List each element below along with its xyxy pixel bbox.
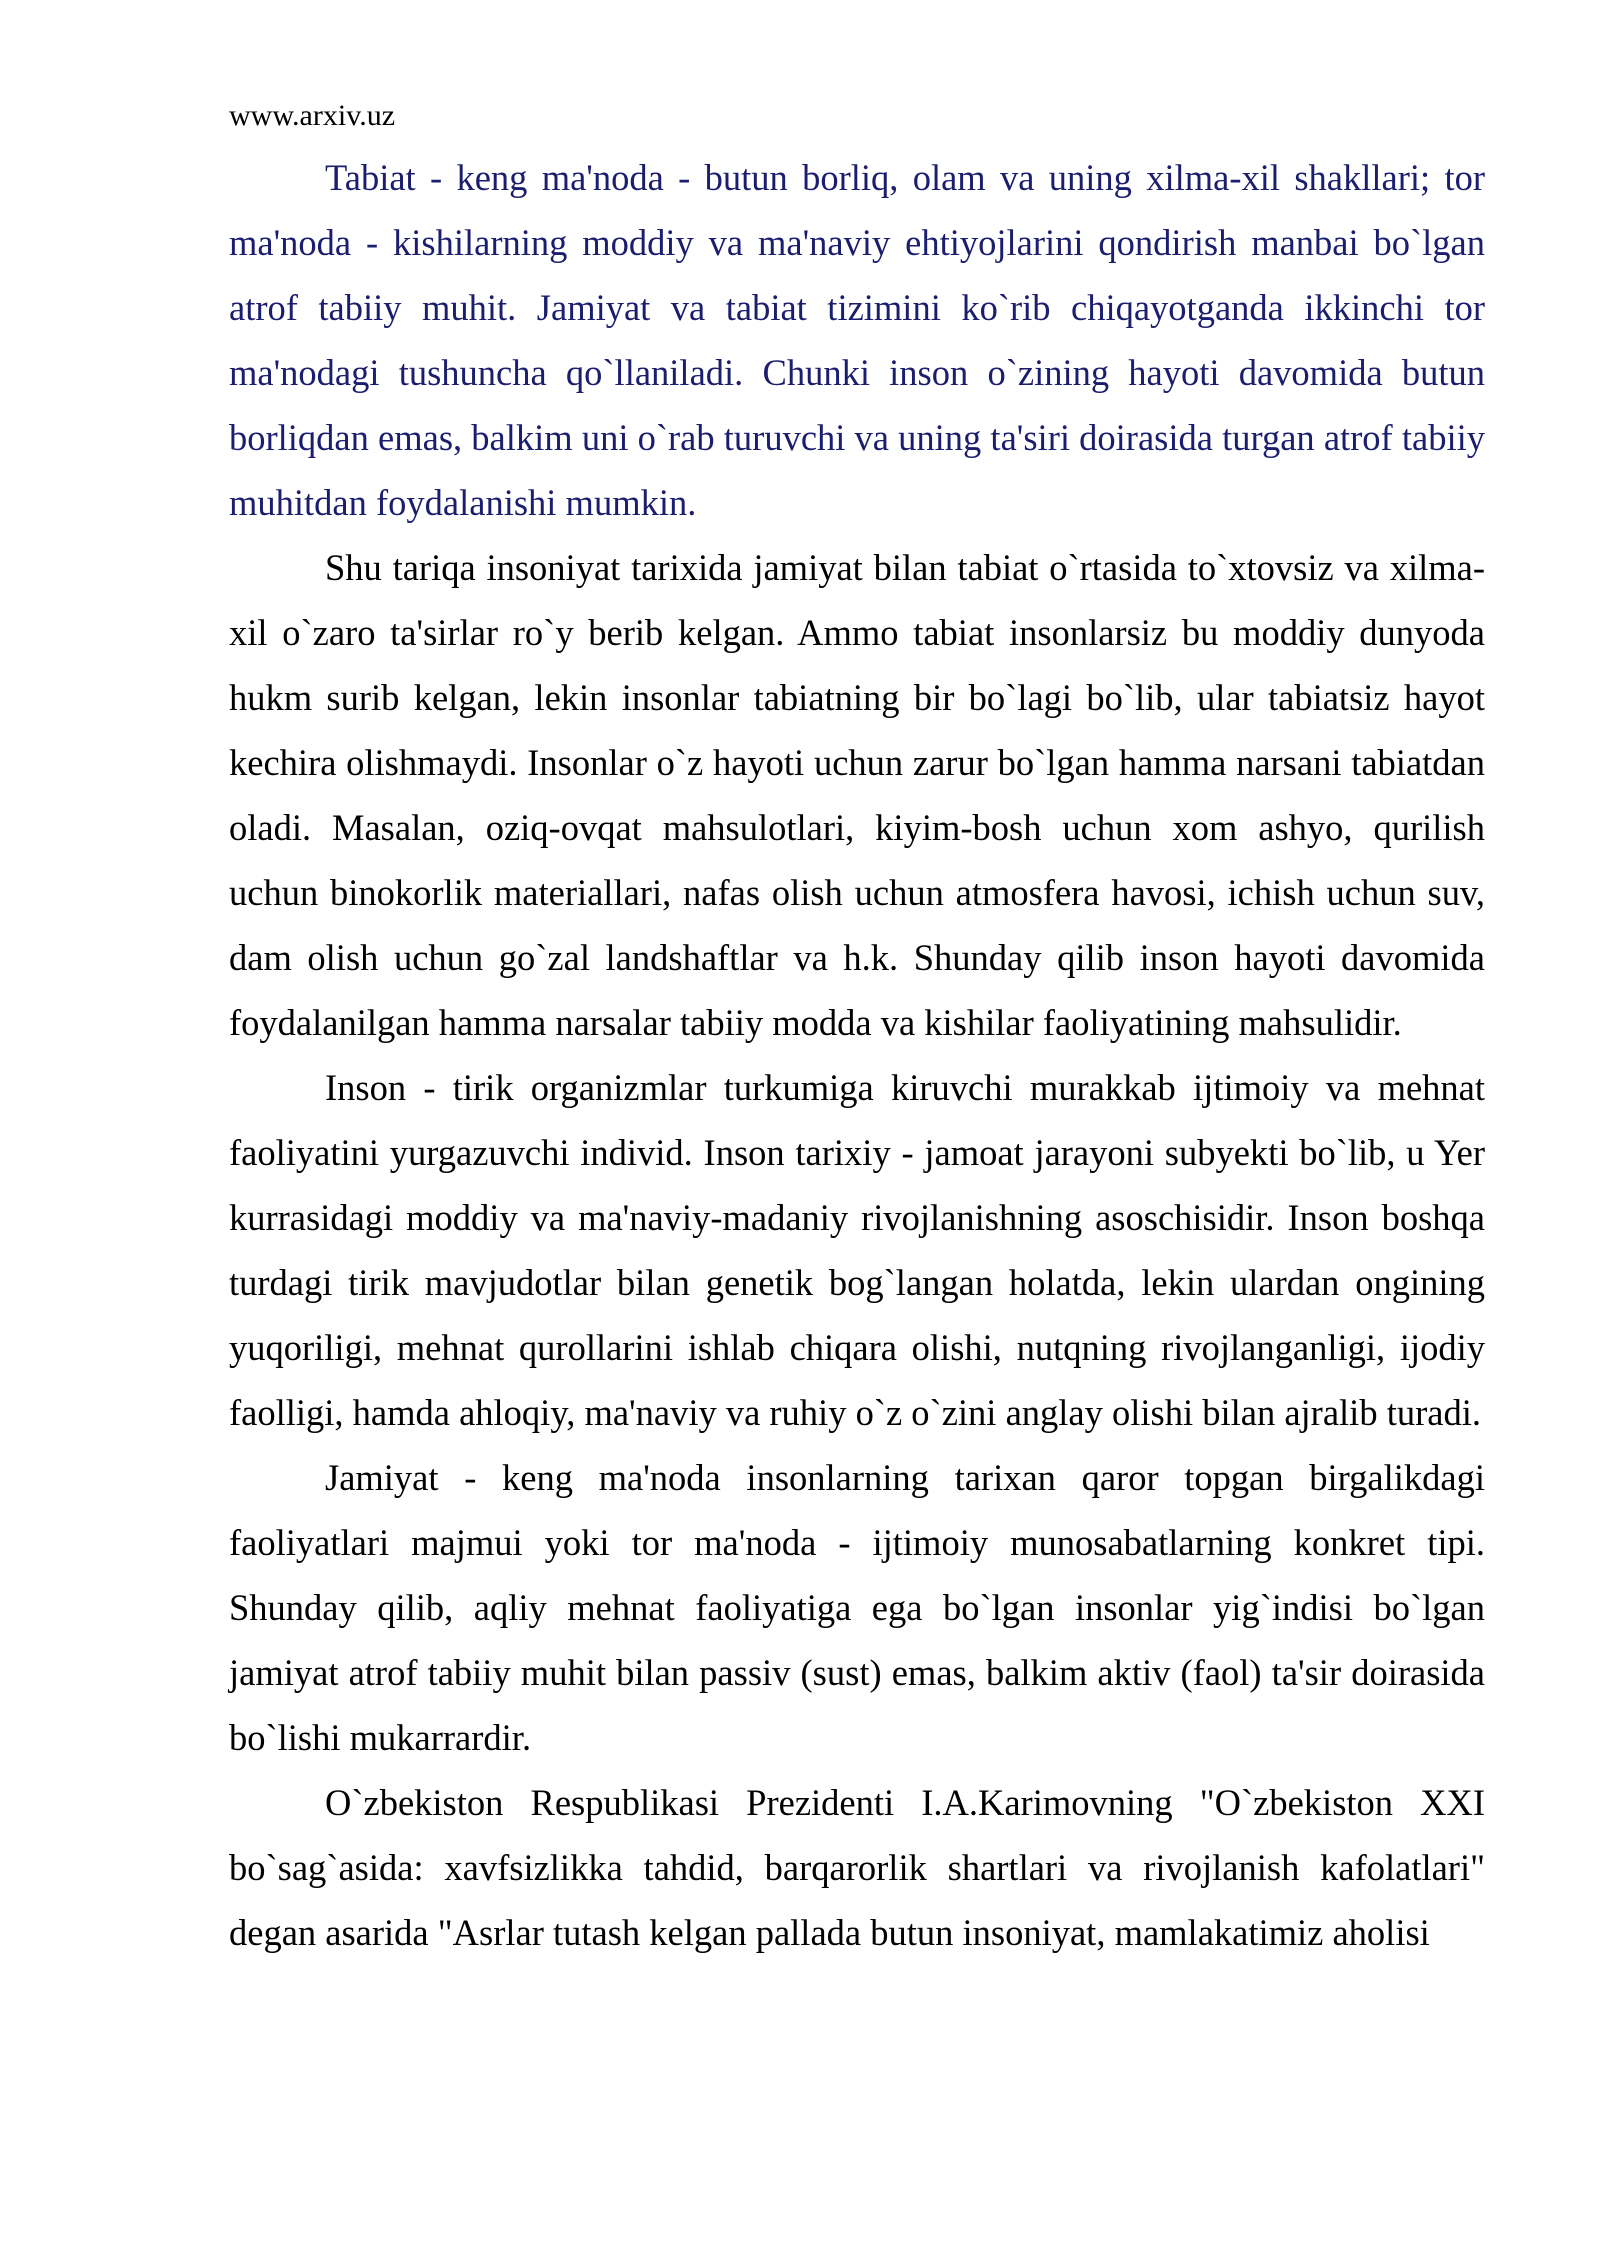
paragraph-insoniyat-tarixi: Shu tariqa insoniyat tarixida jamiyat bilan tabiat o`rtasida to`xtovsiz va xilma-xil o`zaro ta'sirlar ro`y berib kelgan. Ammo tabiat insonlarsiz bu moddiy dunyoda hukm surib kelgan, lekin insonlar tabiatning bir bo`lagi bo`lib, ular tabiatsiz hayot kechira olishmaydi. Insonlar o`z hayoti uchun zarur bo`lgan hamma narsani tabiatdan oladi. Masalan, oziq-ovqat mahsulotlari, kiyim-bosh uchun xom ashyo, qurilish uchun binokorlik materiallari, nafas olish uchun atmosfera havosi, ichish uchun suv, dam olish uchun go`zal landshaftlar va h.k. Shunday qilib inson hayoti davomida foydalanilgan hamma narsalar tabiiy modda va kishilar faoliyatining mahsulidir. (229, 547, 1485, 1043)
paragraph-tabiat: Tabiat - keng ma'noda - butun borliq, olam va uning xilma-xil shakllari; tor ma'noda - kishilarning moddiy va ma'naviy ehtiyojlarini qondirish manbai bo`lgan atrof tabiiy muhit. Jamiyat va tabiat tizimini ko`rib chiqayotganda ikkinchi tor ma'nodagi tushuncha qo`llaniladi. Chunki inson o`zining hayoti davomida butun borliqdan emas, balkim uni o`rab turuvchi va uning ta'siri doirasida turgan atrof tabiiy muhitdan foydalanishi mumkin. (229, 157, 1485, 523)
document-body (229, 145, 1485, 1965)
site-header: www.arxiv.uz (229, 99, 396, 132)
paragraph-ozbekiston: O`zbekiston Respublikasi Prezidenti I.A.Karimovning "O`zbekiston XXI bo`sag`asida: xavfsizlikka tahdid, barqarorlik shartlari va rivojlanish kafolatlari" degan asarida "Asrlar tutash kelgan pallada butun insoniyat, mamlakatimiz aholisi (229, 1782, 1485, 1953)
paragraph-jamiyat: Jamiyat - keng ma'noda insonlarning tarixan qaror topgan birgalikdagi faoliyatlari majmui yoki tor ma'noda - ijtimoiy munosabatlarning konkret tipi. Shunday qilib, aqliy mehnat faoliyatiga ega bo`lgan insonlar yig`indisi bo`lgan jamiyat atrof tabiiy muhit bilan passiv (sust) emas, balkim aktiv (faol) ta'sir doirasida bo`lishi mukarrardir. (229, 1457, 1485, 1758)
paragraph-inson: Inson - tirik organizmlar turkumiga kiruvchi murakkab ijtimoiy va mehnat faoliyatini yurgazuvchi individ. Inson tarixiy - jamoat jarayoni subyekti bo`lib, u Yer kurrasidagi moddiy va ma'naviy-madaniy rivojlanishning asoschisidir. Inson boshqa turdagi tirik mavjudotlar bilan genetik bog`langan holatda, lekin ulardan ongining yuqoriligi, mehnat qurollarini ishlab chiqara olishi, nutqning rivojlanganligi, ijodiy faolligi, hamda ahloqiy, ma'naviy va ruhiy o`z o`zini anglay olishi bilan ajralib turadi. (229, 1067, 1485, 1433)
